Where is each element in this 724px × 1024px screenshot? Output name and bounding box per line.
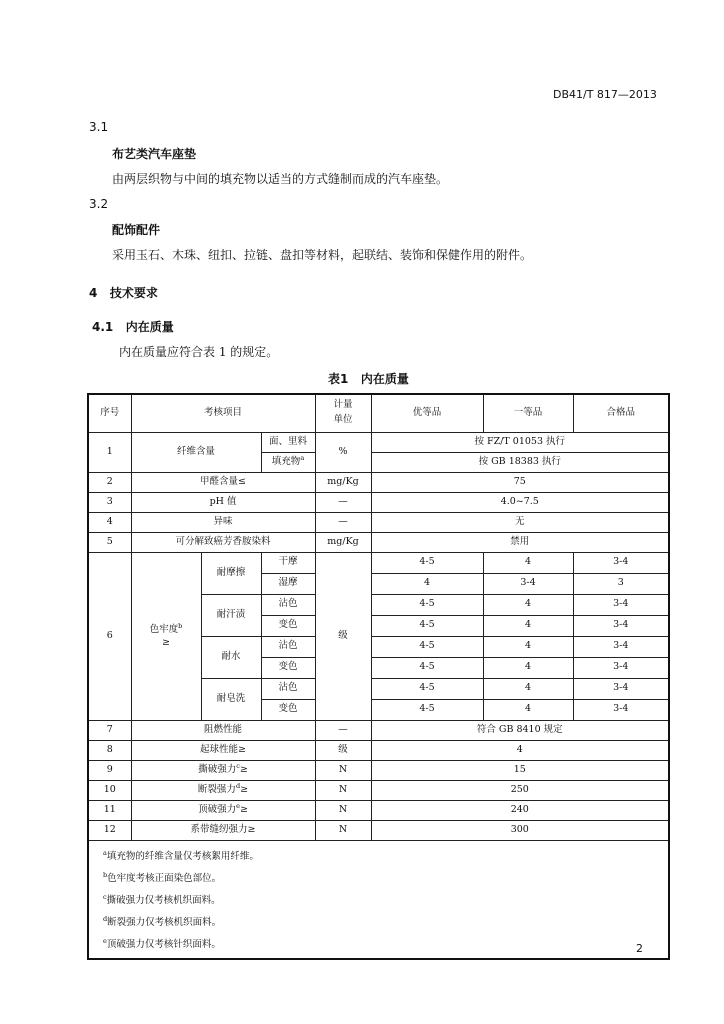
fastness-subitem: 沾色 <box>261 678 315 699</box>
grade-superior-value: 4-5 <box>371 636 483 657</box>
row-item: 色牢度$^b$ ≥ <box>131 552 201 720</box>
row-no: 12 <box>88 820 131 840</box>
row-subitem: 填充物$^a$ <box>261 452 315 472</box>
grade-qualified-value: 3-4 <box>573 615 669 636</box>
row-item: 阻燃性能 <box>131 720 315 740</box>
fastness-subitem: 变色 <box>261 657 315 678</box>
grade-first-value: 4 <box>483 657 573 678</box>
row-unit: — <box>315 492 371 512</box>
table-row <box>88 780 669 800</box>
grade-first-value: 4 <box>483 699 573 720</box>
row-item: 撕破强力$^c$≥ <box>131 760 315 780</box>
row-item: 起球性能≥ <box>131 740 315 760</box>
grade-qualified-value: 3-4 <box>573 594 669 615</box>
table-row <box>88 820 669 840</box>
quality-table <box>87 393 670 960</box>
grade-first-value: 4 <box>483 678 573 699</box>
grade-superior-value: 4-5 <box>371 552 483 573</box>
row-value: 15 <box>371 760 669 780</box>
grade-qualified-value: 3 <box>573 573 669 594</box>
table-row <box>88 532 669 552</box>
table-header-row <box>88 394 669 432</box>
document-code: DB41/T 817—2013 <box>553 88 657 101</box>
fastness-group: 耐皂洗 <box>201 678 261 720</box>
grade-qualified-value: 3-4 <box>573 552 669 573</box>
row-no: 9 <box>88 760 131 780</box>
row-item: 系带缝纫强力≥ <box>131 820 315 840</box>
table-row <box>88 512 669 532</box>
fastness-group: 耐汗渍 <box>201 594 261 636</box>
section-3-1-term: 布艺类汽车座垫 <box>112 147 197 161</box>
header-unit: 计量 单位 <box>315 394 371 432</box>
row-no: 3 <box>88 492 131 512</box>
section-4-1-title: 4.1 内在质量 <box>92 320 174 334</box>
table-row <box>88 740 669 760</box>
row-value: 无 <box>371 512 669 532</box>
row-item: 甲醛含量≤ <box>131 472 315 492</box>
note-item: $^c$撕破强力仅考核机织面料。 <box>103 892 221 906</box>
row-value: 按 FZ/T 01053 执行 <box>371 432 669 452</box>
table-row <box>88 800 669 820</box>
row-no: 4 <box>88 512 131 532</box>
grade-qualified-value: 3-4 <box>573 678 669 699</box>
grade-first-value: 4 <box>483 594 573 615</box>
row-value: 75 <box>371 472 669 492</box>
row-no: 8 <box>88 740 131 760</box>
table-notes-row <box>88 840 669 959</box>
row-no: 1 <box>88 432 131 472</box>
header-item: 考核项目 <box>131 394 315 432</box>
table-row <box>88 760 669 780</box>
fastness-subitem: 沾色 <box>261 636 315 657</box>
section-3-2-definition: 采用玉石、木珠、纽扣、拉链、盘扣等材料，起联结、装饰和保健作用的附件。 <box>112 248 533 262</box>
row-no: 2 <box>88 472 131 492</box>
row-unit: mg/Kg <box>315 472 371 492</box>
table-notes <box>88 840 669 959</box>
row-unit: % <box>315 432 371 472</box>
row-no: 11 <box>88 800 131 820</box>
row-item: 异味 <box>131 512 315 532</box>
row-value: 禁用 <box>371 532 669 552</box>
fastness-subitem: 湿摩 <box>261 573 315 594</box>
fastness-subitem: 变色 <box>261 615 315 636</box>
row-unit: mg/Kg <box>315 532 371 552</box>
row-unit: N <box>315 780 371 800</box>
table-row <box>88 552 669 573</box>
fastness-group: 耐水 <box>201 636 261 678</box>
row-value: 300 <box>371 820 669 840</box>
row-no: 5 <box>88 532 131 552</box>
grade-first-value: 4 <box>483 636 573 657</box>
note-item: $^d$断裂强力仅考核机织面料。 <box>103 914 222 929</box>
header-no: 序号 <box>88 394 131 432</box>
note-item: $^b$色牢度考核正面染色部位。 <box>103 870 222 884</box>
section-4-1-text: 内在质量应符合表 1 的规定。 <box>119 345 279 359</box>
row-unit: — <box>315 720 371 740</box>
table-caption: 表1 内在质量 <box>328 372 409 386</box>
grade-superior-value: 4-5 <box>371 699 483 720</box>
row-no: 6 <box>88 552 131 720</box>
header-grade-first: 一等品 <box>483 394 573 432</box>
note-item: $^e$顶破强力仅考核针织面料。 <box>103 937 221 951</box>
section-3-2-number: 3.2 <box>89 197 109 211</box>
fastness-subitem: 沾色 <box>261 594 315 615</box>
grade-qualified-value: 3-4 <box>573 699 669 720</box>
row-value: 240 <box>371 800 669 820</box>
grade-superior-value: 4 <box>371 573 483 594</box>
row-value: 符合 GB 8410 规定 <box>371 720 669 740</box>
grade-first-value: 4 <box>483 552 573 573</box>
row-unit: 级 <box>315 552 371 720</box>
row-unit: N <box>315 820 371 840</box>
section-3-1-definition: 由两层织物与中间的填充物以适当的方式缝制而成的汽车座垫。 <box>112 172 449 186</box>
row-unit: 级 <box>315 740 371 760</box>
table-row <box>88 720 669 740</box>
table-row <box>88 492 669 512</box>
row-no: 7 <box>88 720 131 740</box>
row-item: 顶破强力$^e$≥ <box>131 800 315 820</box>
grade-superior-value: 4-5 <box>371 615 483 636</box>
fastness-group: 耐摩擦 <box>201 552 261 594</box>
row-subitem: 面、里料 <box>261 432 315 452</box>
section-3-2-term: 配饰配件 <box>112 223 161 237</box>
row-item: pH 值 <box>131 492 315 512</box>
header-grade-superior: 优等品 <box>371 394 483 432</box>
row-value: 4.0~7.5 <box>371 492 669 512</box>
row-item: 纤维含量 <box>131 432 261 472</box>
row-value: 4 <box>371 740 669 760</box>
row-unit: — <box>315 512 371 532</box>
page-number: 2 <box>636 942 643 955</box>
row-item: 可分解致癌芳香胺染料 <box>131 532 315 552</box>
row-no: 10 <box>88 780 131 800</box>
fastness-subitem: 变色 <box>261 699 315 720</box>
grade-first-value: 3-4 <box>483 573 573 594</box>
grade-superior-value: 4-5 <box>371 657 483 678</box>
fastness-subitem: 干摩 <box>261 552 315 573</box>
row-value: 250 <box>371 780 669 800</box>
section-4-title: 4 技术要求 <box>89 286 158 300</box>
row-unit: N <box>315 800 371 820</box>
row-value: 按 GB 18383 执行 <box>371 452 669 472</box>
row-item: 断裂强力$^d$≥ <box>131 780 315 800</box>
table-row <box>88 472 669 492</box>
grade-qualified-value: 3-4 <box>573 636 669 657</box>
section-3-1-number: 3.1 <box>89 120 109 134</box>
header-grade-qualified: 合格品 <box>573 394 669 432</box>
grade-superior-value: 4-5 <box>371 594 483 615</box>
note-item: $^a$填充物的纤维含量仅考核絮用纤维。 <box>103 848 259 862</box>
grade-superior-value: 4-5 <box>371 678 483 699</box>
grade-first-value: 4 <box>483 615 573 636</box>
row-unit: N <box>315 760 371 780</box>
grade-qualified-value: 3-4 <box>573 657 669 678</box>
table-row <box>88 432 669 452</box>
